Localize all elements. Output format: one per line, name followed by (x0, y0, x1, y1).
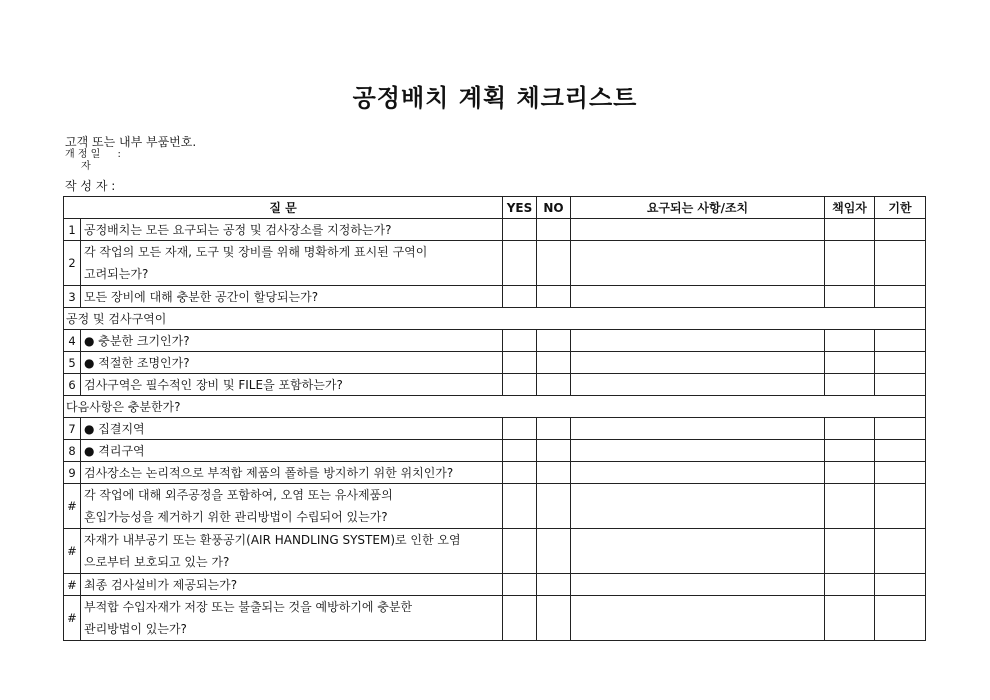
row-number: 9 (64, 462, 81, 484)
owner-cell[interactable] (825, 484, 875, 529)
no-cell[interactable] (537, 330, 571, 352)
action-cell[interactable] (571, 462, 825, 484)
section-row (64, 396, 926, 418)
action-cell[interactable] (571, 286, 825, 308)
action-cell[interactable] (571, 596, 825, 641)
yes-cell[interactable] (503, 596, 537, 641)
owner-cell[interactable] (825, 596, 875, 641)
no-cell[interactable] (537, 596, 571, 641)
table-row (64, 529, 926, 574)
row-number: # (64, 529, 81, 574)
table-row (64, 374, 926, 396)
owner-cell[interactable] (825, 418, 875, 440)
owner-cell[interactable] (825, 219, 875, 241)
question-text: 공정배치는 모든 요구되는 공정 및 검사장소를 지정하는가? (81, 219, 503, 241)
page-title: 공정배치 계획 체크리스트 (352, 84, 638, 112)
owner-cell[interactable] (825, 462, 875, 484)
yes-cell[interactable] (503, 286, 537, 308)
table-row (64, 219, 926, 241)
due-cell[interactable] (875, 484, 926, 529)
owner-cell[interactable] (825, 241, 875, 286)
header-yes: YES (503, 197, 537, 219)
question-text: 각 작업의 모든 자재, 도구 및 장비를 위해 명확하게 표시된 구역이 고려되는가? (81, 241, 503, 286)
owner-cell[interactable] (825, 374, 875, 396)
no-cell[interactable] (537, 418, 571, 440)
question-text: 검사장소는 논리적으로 부적합 제품의 폴하를 방지하기 위한 위치인가? (81, 462, 503, 484)
table-row (64, 352, 926, 374)
yes-cell[interactable] (503, 484, 537, 529)
yes-cell[interactable] (503, 219, 537, 241)
due-cell[interactable] (875, 219, 926, 241)
yes-cell[interactable] (503, 352, 537, 374)
due-cell[interactable] (875, 418, 926, 440)
header-due: 기한 (875, 197, 926, 219)
no-cell[interactable] (537, 462, 571, 484)
action-cell[interactable] (571, 529, 825, 574)
section-title: 다음사항은 충분한가? (64, 396, 926, 418)
owner-cell[interactable] (825, 330, 875, 352)
no-cell[interactable] (537, 286, 571, 308)
action-cell[interactable] (571, 352, 825, 374)
row-number: 5 (64, 352, 81, 374)
due-cell[interactable] (875, 374, 926, 396)
question-text: 각 작업에 대해 외주공정을 포함하여, 오염 또는 유사제품의 혼입가능성을 제거하기 위한 관리방법이 수립되어 있는가? (81, 484, 503, 529)
yes-cell[interactable] (503, 330, 537, 352)
row-number: 2 (64, 241, 81, 286)
yes-cell[interactable] (503, 440, 537, 462)
no-cell[interactable] (537, 352, 571, 374)
due-cell[interactable] (875, 241, 926, 286)
table-row (64, 596, 926, 641)
row-number: 7 (64, 418, 81, 440)
yes-cell[interactable] (503, 418, 537, 440)
table-row (64, 574, 926, 596)
question-text: 자재가 내부공기 또는 환풍공기(AIR HANDLING SYSTEM)로 인한 오염 으로부터 보호되고 있는 가? (81, 529, 503, 574)
question-text: ● 적절한 조명인가? (81, 352, 503, 374)
customer-part-number-label: 고객 또는 내부 부품번호. (65, 135, 197, 149)
due-cell[interactable] (875, 352, 926, 374)
owner-cell[interactable] (825, 440, 875, 462)
due-cell[interactable] (875, 574, 926, 596)
table-row (64, 462, 926, 484)
header-question: 질 문 (64, 197, 503, 219)
table-row (64, 241, 926, 286)
checklist-table (63, 196, 926, 641)
table-row (64, 484, 926, 529)
section-title: 공정 및 검사구역이 (64, 308, 926, 330)
owner-cell[interactable] (825, 529, 875, 574)
row-number: 6 (64, 374, 81, 396)
no-cell[interactable] (537, 241, 571, 286)
row-number: 4 (64, 330, 81, 352)
yes-cell[interactable] (503, 241, 537, 286)
row-number: 3 (64, 286, 81, 308)
question-text: 부적합 수입자재가 저장 또는 불출되는 것을 예방하기에 충분한 관리방법이 있는가? (81, 596, 503, 641)
table-row (64, 330, 926, 352)
header-row (64, 197, 926, 219)
table-row (64, 418, 926, 440)
section-row (64, 308, 926, 330)
due-cell[interactable] (875, 440, 926, 462)
due-cell[interactable] (875, 286, 926, 308)
yes-cell[interactable] (503, 462, 537, 484)
row-number: 8 (64, 440, 81, 462)
action-cell[interactable] (571, 219, 825, 241)
question-text: ● 집결지역 (81, 418, 503, 440)
owner-cell[interactable] (825, 352, 875, 374)
due-cell[interactable] (875, 462, 926, 484)
question-text: ● 충분한 크기인가? (81, 330, 503, 352)
header-owner: 책임자 (825, 197, 875, 219)
due-cell[interactable] (875, 596, 926, 641)
table-row (64, 440, 926, 462)
table-row (64, 286, 926, 308)
action-cell[interactable] (571, 574, 825, 596)
action-cell[interactable] (571, 418, 825, 440)
owner-cell[interactable] (825, 574, 875, 596)
question-text: 최종 검사설비가 제공되는가? (81, 574, 503, 596)
row-number: # (64, 596, 81, 641)
row-number: # (64, 484, 81, 529)
action-cell[interactable] (571, 484, 825, 529)
row-number: 1 (64, 219, 81, 241)
no-cell[interactable] (537, 440, 571, 462)
question-text: 모든 장비에 대해 충분한 공간이 할당되는가? (81, 286, 503, 308)
author-label: 작 성 자 : (65, 179, 116, 193)
no-cell[interactable] (537, 484, 571, 529)
due-cell[interactable] (875, 330, 926, 352)
no-cell[interactable] (537, 219, 571, 241)
due-cell[interactable] (875, 529, 926, 574)
row-number: # (64, 574, 81, 596)
no-cell[interactable] (537, 529, 571, 574)
yes-cell[interactable] (503, 374, 537, 396)
no-cell[interactable] (537, 574, 571, 596)
action-cell[interactable] (571, 241, 825, 286)
no-cell[interactable] (537, 374, 571, 396)
header-action: 요구되는 사항/조치 (571, 197, 825, 219)
action-cell[interactable] (571, 374, 825, 396)
owner-cell[interactable] (825, 286, 875, 308)
yes-cell[interactable] (503, 574, 537, 596)
question-text: ● 격리구역 (81, 440, 503, 462)
revision-date-label: 개 정 일 : 자 (65, 149, 121, 172)
question-text: 검사구역은 필수적인 장비 및 FILE을 포함하는가? (81, 374, 503, 396)
action-cell[interactable] (571, 330, 825, 352)
yes-cell[interactable] (503, 529, 537, 574)
action-cell[interactable] (571, 440, 825, 462)
header-no: NO (537, 197, 571, 219)
